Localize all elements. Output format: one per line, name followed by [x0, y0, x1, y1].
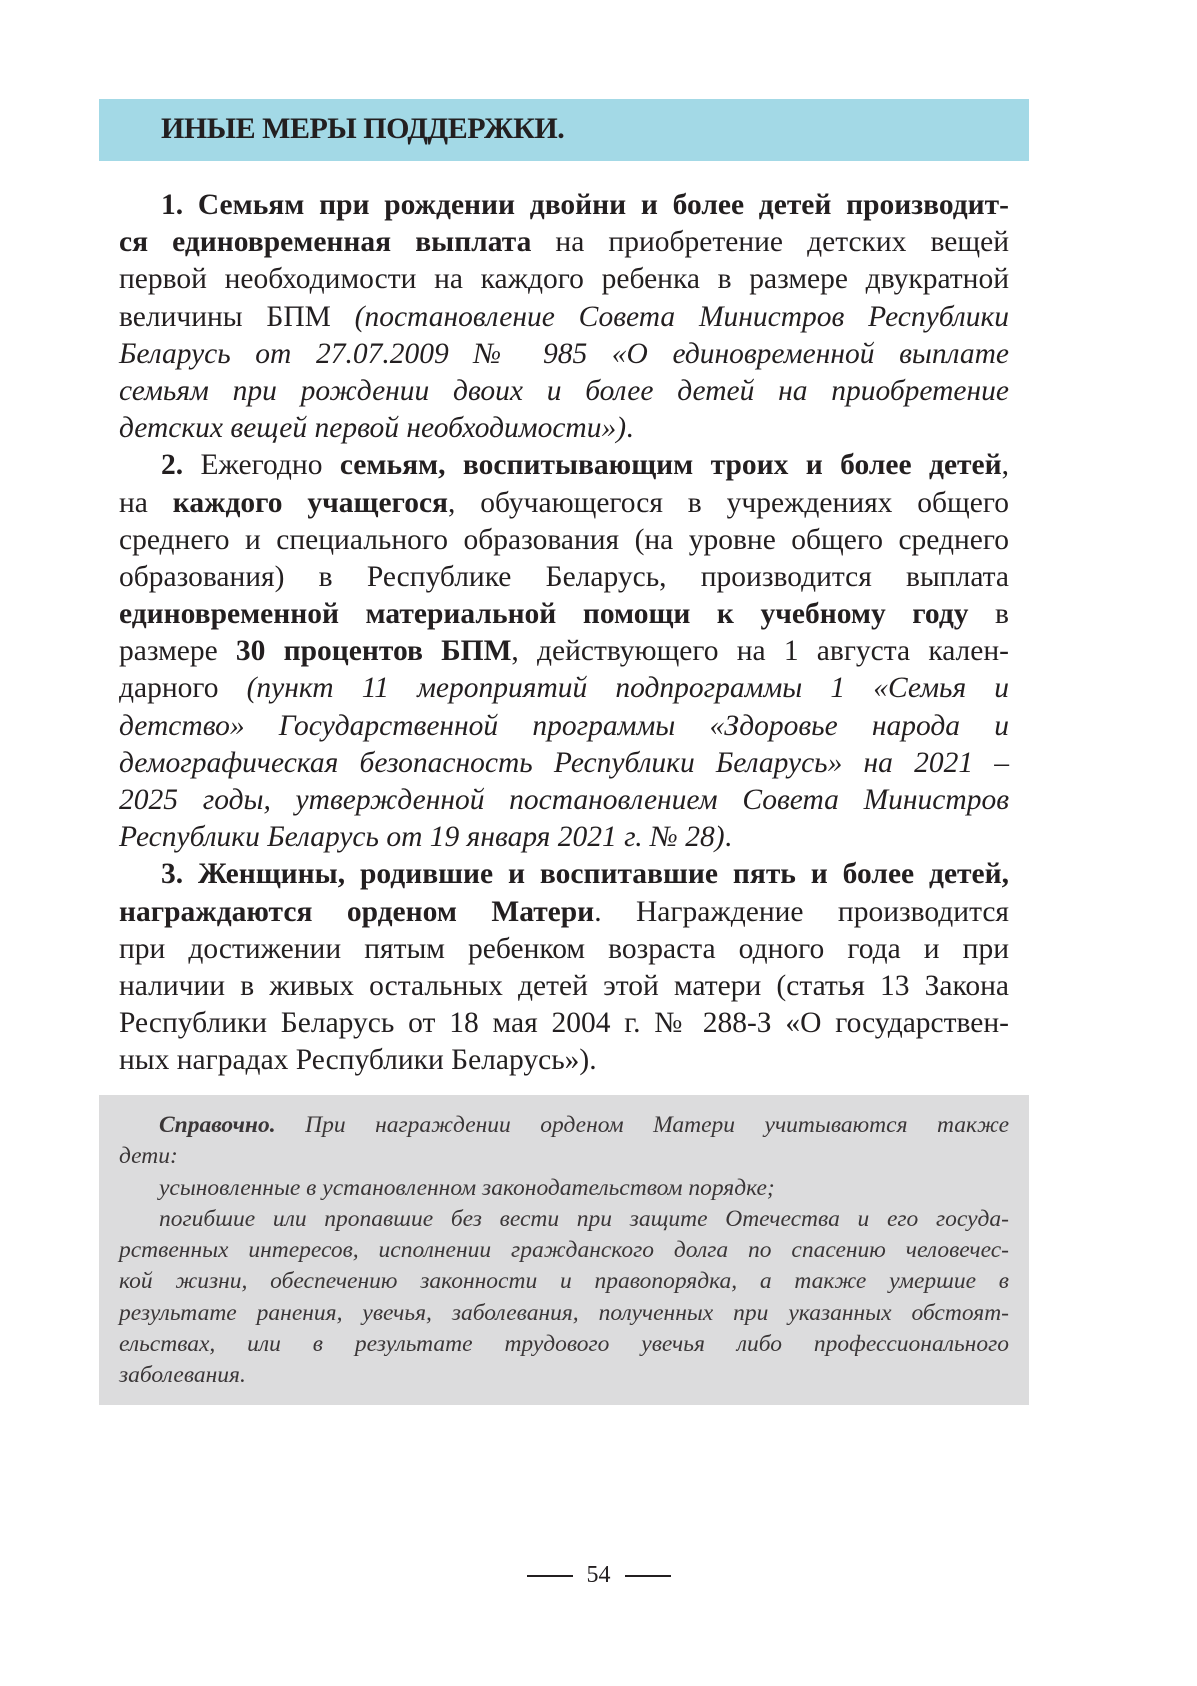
- text-run: (пункт 11 мероприятий подпрограммы 1 «Семья и: [246, 672, 1009, 705]
- text-line: [119, 1042, 1009, 1079]
- text-run: ,: [1001, 449, 1009, 482]
- text-run: детство» Государственной программы «Здоровье народа и: [119, 709, 1009, 742]
- text-run: заболевания.: [119, 1362, 246, 1389]
- text-run: .: [724, 821, 732, 854]
- text-line: [119, 708, 1009, 745]
- text-line: [119, 968, 1009, 1005]
- text-run: демографическая безопасность Республики Беларусь» на 2021 –: [119, 746, 1009, 779]
- text-run: погибшие или пропавшие без вести при защите Отечества и его госуда-: [159, 1205, 1009, 1232]
- text-line: [119, 1329, 1009, 1360]
- text-line: [119, 559, 1009, 596]
- reference-paragraph-1: [119, 1110, 1009, 1173]
- text-run: усыновленные в установленном законодательством порядке;: [159, 1174, 775, 1201]
- text-line: [119, 931, 1009, 968]
- paragraph-2: [119, 447, 1009, 856]
- text-run: Беларусь от 27.07.2009 № 985 «О единовременной выплате: [119, 337, 1009, 370]
- text-run: первой необходимости на каждого ребенка в размере двукратной: [119, 263, 1009, 296]
- text-run: детских вещей первой необходимости»): [119, 412, 627, 445]
- reference-paragraph-3: [119, 1204, 1009, 1392]
- text-line: [119, 670, 1009, 707]
- text-run: дарного: [119, 672, 247, 705]
- text-run: , обучающегося в учреждениях общего: [448, 486, 1009, 519]
- text-line: [119, 299, 1009, 336]
- text-line: [119, 633, 1009, 670]
- text-run: 30 процентов БПМ: [235, 635, 512, 668]
- text-line: [119, 187, 1009, 224]
- text-line: [119, 410, 1009, 447]
- text-line: [119, 819, 1009, 856]
- text-run: При награждении орденом Матери учитываются также: [275, 1112, 1009, 1138]
- footer-dash-left: [527, 1575, 573, 1577]
- paragraph-1: [119, 187, 1009, 447]
- text-line: [119, 856, 1009, 893]
- text-line: [119, 1110, 1009, 1141]
- text-line: [119, 373, 1009, 410]
- text-line: [119, 224, 1009, 261]
- text-line: [119, 894, 1009, 931]
- text-run: ельствах, или в результате трудового увечья либо профессионального: [119, 1331, 1009, 1358]
- text-run: на: [119, 486, 173, 519]
- text-run: ных наградах Республики Беларусь»).: [119, 1044, 597, 1077]
- reference-text: [119, 1110, 1009, 1392]
- paragraph-3: [119, 856, 1009, 1079]
- text-run: каждого учащегося: [172, 486, 449, 519]
- text-line: [119, 447, 1009, 484]
- text-line: [119, 336, 1009, 373]
- text-run: рственных интересов, исполнении гражданского долга по спасению человечес-: [119, 1237, 1009, 1264]
- text-run: результате ранения, увечья, заболевания, полученных при указанных обстоят-: [119, 1299, 1009, 1326]
- text-run: величины БПМ: [119, 300, 355, 333]
- text-line: [119, 1266, 1009, 1297]
- text-line: [119, 1235, 1009, 1266]
- text-run: Справочно.: [159, 1112, 276, 1138]
- text-run: среднего и специального образования (на уровне общего среднего: [119, 523, 1009, 556]
- text-line: [119, 1298, 1009, 1329]
- text-line: [119, 1360, 1009, 1391]
- text-run: на приобретение детских вещей: [531, 226, 1009, 259]
- text-run: семьям, воспитывающим троих и более детей: [339, 449, 1002, 482]
- text-run: ся единовременная выплата: [119, 226, 532, 259]
- text-run: , действующего на 1 августа кален-: [511, 635, 1009, 668]
- text-line: [119, 1173, 1009, 1204]
- text-line: [119, 1141, 1009, 1172]
- page-footer: [0, 1562, 1197, 1589]
- text-run: Республики Беларусь от 19 января 2021 г. № 28): [119, 821, 725, 854]
- text-line: [119, 261, 1009, 298]
- text-run: 2025 годы, утвержденной постановлением Совета Министров: [119, 784, 1009, 816]
- page-number: 54: [586, 1562, 611, 1588]
- main-text: [119, 187, 1009, 1080]
- text-run: . Награждение производится: [594, 895, 1009, 928]
- text-run: 2.: [161, 449, 184, 482]
- text-line: [119, 522, 1009, 559]
- text-line: [119, 782, 1009, 819]
- text-run: .: [626, 412, 634, 445]
- text-run: Республики Беларусь от 18 мая 2004 г. № 288-З «О государствен-: [119, 1007, 1009, 1040]
- text-run: в: [968, 598, 1009, 631]
- text-run: (постановление Совета Министров Республики: [354, 300, 1010, 333]
- text-run: размере: [119, 635, 236, 668]
- text-run: дети:: [119, 1143, 178, 1170]
- text-run: семьям при рождении двоих и более детей на приобретение: [119, 374, 1009, 407]
- text-run: кой жизни, обеспечению законности и правопорядка, а также умершие в: [119, 1268, 1009, 1295]
- text-line: [119, 1005, 1009, 1042]
- text-line: [119, 745, 1009, 782]
- text-run: образования) в Республике Беларусь, производится выплата: [119, 560, 1009, 593]
- text-run: Ежегодно: [183, 449, 340, 482]
- text-line: [119, 596, 1009, 633]
- text-line: [119, 1204, 1009, 1235]
- text-run: единовременной материальной помощи к учебному году: [119, 598, 969, 631]
- footer-dash-right: [625, 1575, 671, 1577]
- text-run: при достижении пятым ребенком возраста одного года и при: [119, 932, 1009, 965]
- reference-paragraph-2: [119, 1173, 1009, 1204]
- text-line: [119, 485, 1009, 522]
- text-run: наличии в живых остальных детей этой матери (статья 13 Закона: [119, 969, 1009, 1002]
- section-title: ИНЫЕ МЕРЫ ПОДДЕРЖКИ.: [161, 112, 565, 145]
- text-run: награждаются орденом Матери: [119, 895, 595, 928]
- text-run: 3. Женщины, родившие и воспитавшие пять и более детей,: [161, 858, 1009, 891]
- text-run: 1. Семьям при рождении двойни и более детей производит-: [161, 189, 1009, 221]
